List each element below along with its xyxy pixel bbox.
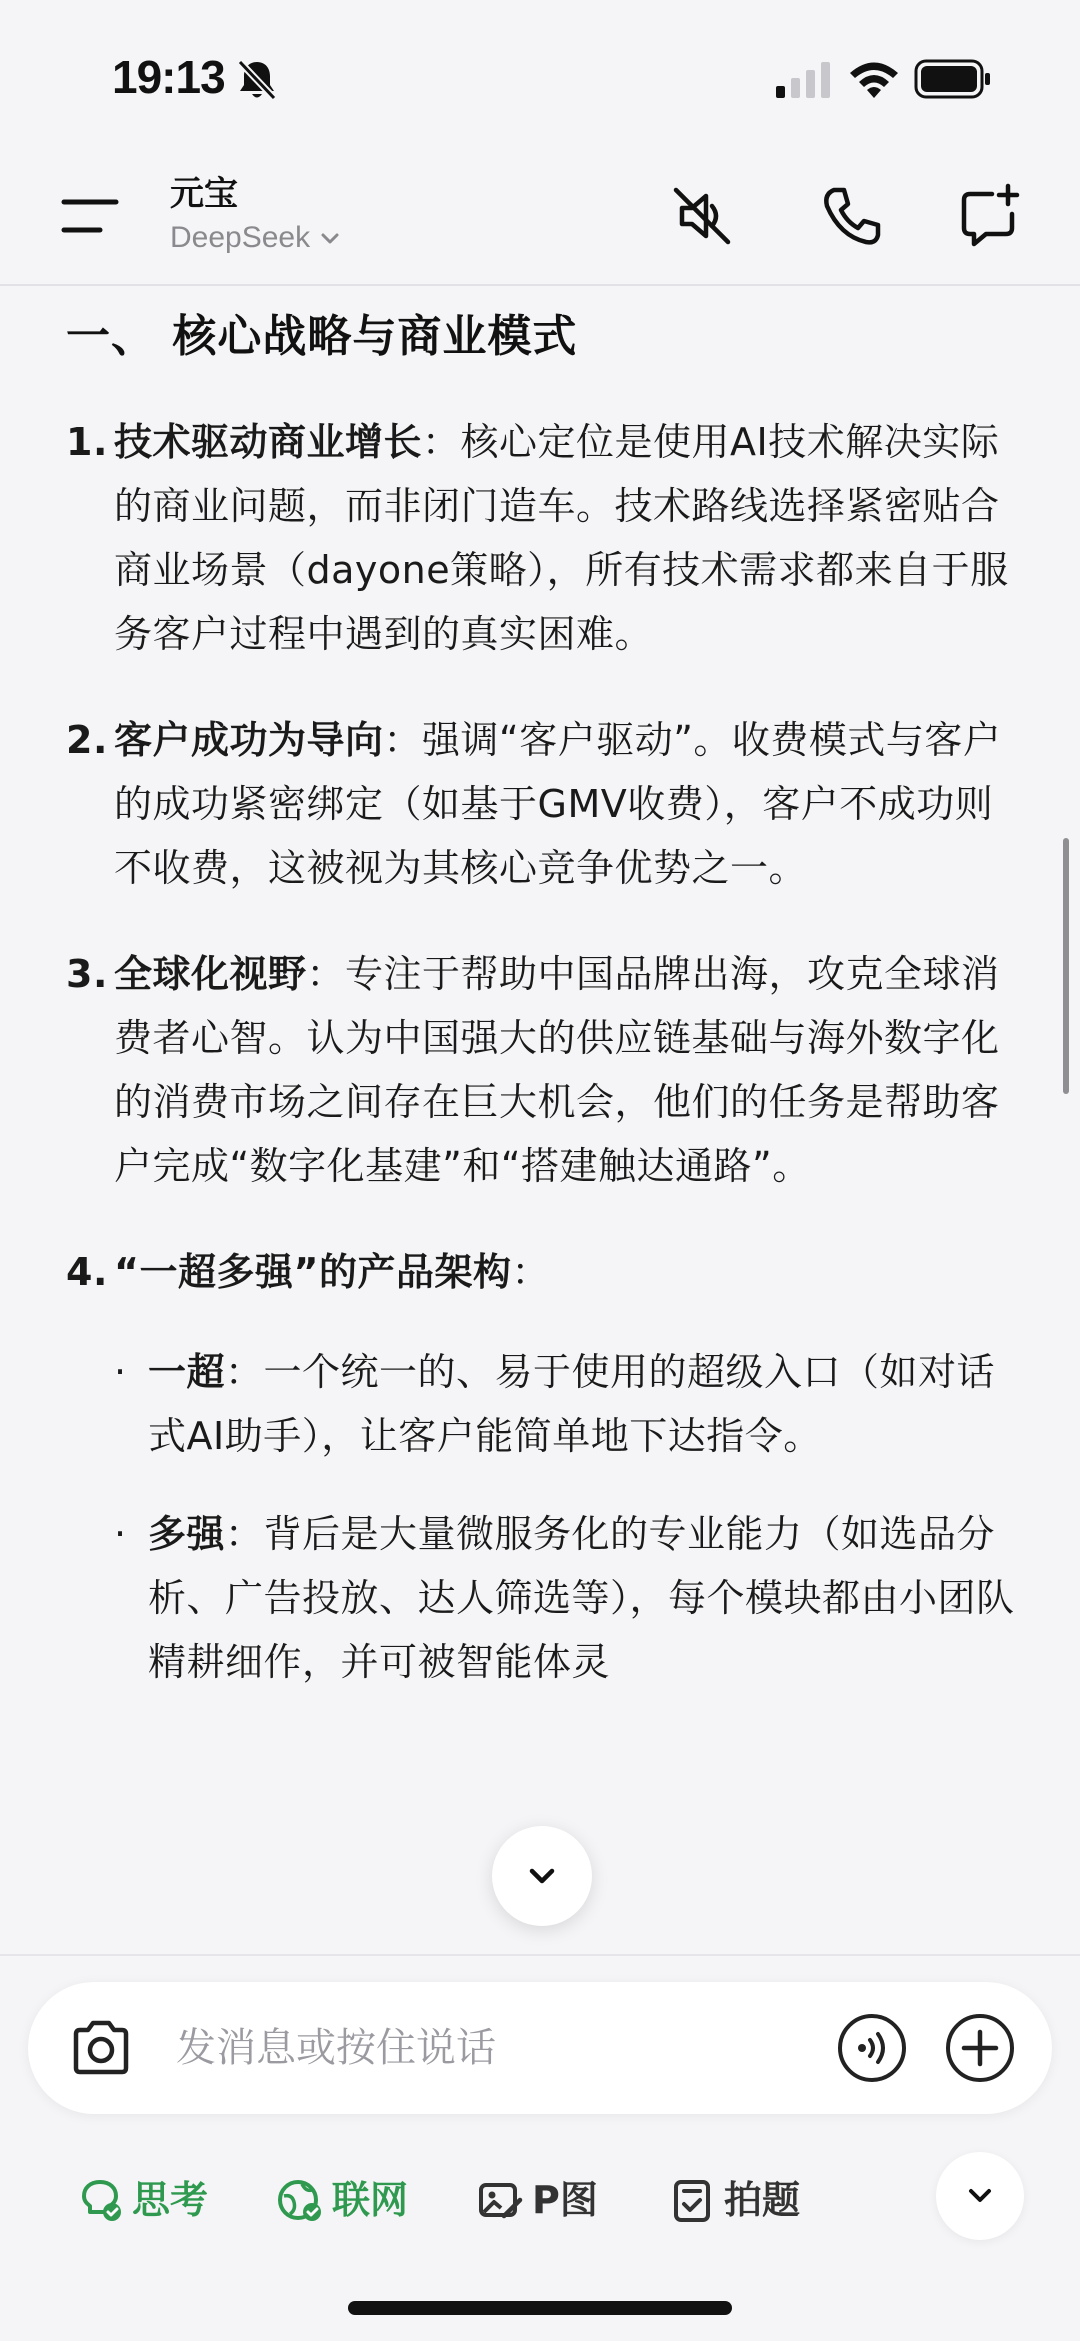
item-number: 1. bbox=[66, 420, 108, 464]
collapse-tools-button[interactable] bbox=[936, 2152, 1024, 2240]
scroll-to-bottom-button[interactable] bbox=[492, 1826, 592, 1926]
chat-header bbox=[0, 150, 1080, 285]
scrollbar[interactable] bbox=[1063, 838, 1069, 1094]
item-title: “一超多强”的产品架构 bbox=[114, 1250, 512, 1294]
cellular-signal-icon bbox=[776, 62, 832, 100]
bullet-text: 一个统一的、易于使用的超级入口（如对话式AI助手），让客户能简单地下达指令。 bbox=[148, 1350, 996, 1458]
chevron-down-icon bbox=[962, 2178, 998, 2214]
bullet-separator: ： bbox=[225, 1512, 264, 1556]
question-scan-tool[interactable] bbox=[668, 2168, 800, 2232]
item-number: 3. bbox=[66, 952, 108, 996]
app-title: 元宝 bbox=[170, 174, 238, 214]
bullet-item bbox=[114, 1502, 1016, 1694]
think-icon bbox=[76, 2176, 124, 2224]
bullet-title: 多强 bbox=[148, 1512, 226, 1556]
image-edit-icon bbox=[476, 2176, 524, 2224]
bullet-text: 背后是大量微服务化的专业能力（如选品分析、广告投放、达人筛选等），每个模块都由小团队精耕细作，并可被智能体灵 bbox=[148, 1512, 1015, 1684]
bullet-dot: · bbox=[114, 1350, 127, 1394]
tool-label: 联网 bbox=[332, 2178, 409, 2222]
item-text: 专注于帮助中国品牌出海，攻克全球消费者心智。认为中国强大的供应链基础与海外数字化的消费市场之间存在巨大机会，他们的任务是帮助客户完成“数字化基建”和“搭建触达通路”。 bbox=[114, 952, 1000, 1188]
status-bar bbox=[0, 0, 1080, 150]
bell-off-icon bbox=[236, 58, 278, 102]
message-content[interactable] bbox=[0, 286, 1080, 1954]
battery-icon bbox=[914, 58, 992, 100]
think-toggle[interactable] bbox=[76, 2168, 208, 2232]
tool-label: 拍题 bbox=[724, 2178, 801, 2222]
chevron-down-icon bbox=[318, 226, 342, 250]
message-input-bar[interactable] bbox=[28, 1982, 1052, 2114]
list-item bbox=[66, 1240, 1016, 1304]
question-scan-icon bbox=[668, 2176, 716, 2224]
item-number: 4. bbox=[66, 1250, 108, 1294]
title-block[interactable] bbox=[170, 172, 342, 258]
list-item bbox=[66, 410, 1016, 666]
camera-icon[interactable] bbox=[68, 2018, 134, 2078]
bullet-item bbox=[114, 1340, 1016, 1468]
item-title: 客户成功为导向 bbox=[114, 718, 384, 762]
bullet-list bbox=[114, 1340, 1016, 1694]
wifi-icon bbox=[848, 60, 900, 100]
new-chat-icon[interactable] bbox=[956, 182, 1024, 250]
numbered-list bbox=[66, 410, 1016, 1694]
item-separator: ： bbox=[511, 1250, 550, 1294]
item-number: 2. bbox=[66, 718, 108, 762]
section-heading: 一、 核心战略与商业模式 bbox=[66, 311, 578, 362]
list-item bbox=[66, 942, 1016, 1198]
bullet-dot: · bbox=[114, 1512, 127, 1556]
item-separator: ： bbox=[306, 952, 346, 996]
menu-icon[interactable] bbox=[60, 196, 120, 236]
list-item bbox=[66, 708, 1016, 900]
chevron-down-icon bbox=[522, 1856, 562, 1896]
item-separator: ： bbox=[422, 420, 461, 464]
item-text: 核心定位是使用AI技术解决实际的商业问题，而非闭门造车。技术路线选择紧密贴合商业场景（dayone策略），所有技术需求都来自于服务客户过程中遇到的真实困难。 bbox=[114, 420, 1009, 656]
bullet-title: 一超 bbox=[148, 1350, 226, 1394]
status-time: 19:13 bbox=[112, 51, 225, 103]
tool-label: 思考 bbox=[132, 2178, 209, 2222]
tool-label: P图 bbox=[532, 2178, 598, 2222]
model-name: DeepSeek bbox=[170, 221, 311, 254]
tool-row bbox=[0, 2152, 1080, 2252]
speaker-mute-icon[interactable] bbox=[668, 182, 736, 250]
message-input[interactable]: 发消息或按住说话 bbox=[176, 2025, 496, 2071]
plus-icon[interactable] bbox=[944, 2012, 1016, 2084]
model-selector[interactable] bbox=[170, 218, 342, 258]
phone-icon[interactable] bbox=[818, 182, 886, 250]
image-edit-tool[interactable] bbox=[476, 2168, 598, 2232]
globe-icon bbox=[276, 2176, 324, 2224]
bullet-separator: ： bbox=[225, 1350, 264, 1394]
voice-icon[interactable] bbox=[836, 2012, 908, 2084]
composer-area bbox=[0, 1954, 1080, 2341]
home-indicator[interactable] bbox=[348, 2301, 732, 2315]
item-title: 全球化视野 bbox=[114, 952, 307, 996]
item-title: 技术驱动商业增长 bbox=[114, 420, 423, 464]
web-search-toggle[interactable] bbox=[276, 2168, 408, 2232]
item-separator: ： bbox=[383, 718, 423, 762]
item-text: 强调“客户驱动”。收费模式与客户的成功紧密绑定（如基于GMV收费），客户不成功则不收费，这被视为其核心竞争优势之一。 bbox=[114, 718, 1002, 890]
